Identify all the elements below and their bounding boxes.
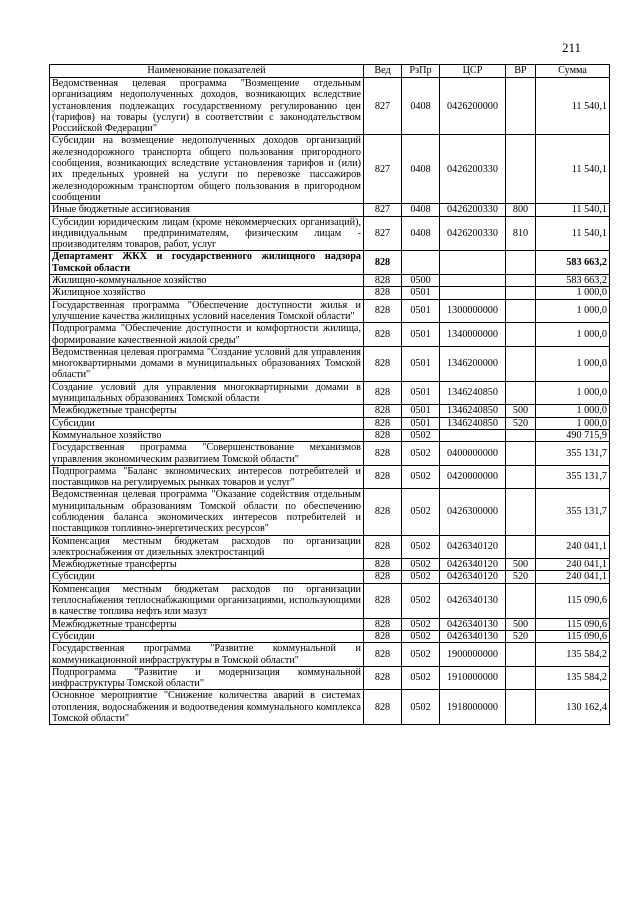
row-name: Ведомственная целевая программа "Возмещение отдельным организациям недополученных доходов, возникающих вследствие установления подлежащих государственному регулированию цен (тарифов) на товары (услуги) в соответствии с законодательством Российской Федерации" — [50, 78, 364, 135]
row-vr — [506, 251, 536, 275]
row-csr: 0426340130 — [440, 630, 506, 642]
row-rzpr: 0502 — [402, 583, 440, 618]
row-name: Межбюджетные трансферты — [50, 559, 364, 571]
table-row — [50, 559, 610, 571]
row-sum: 1 000,0 — [536, 405, 610, 417]
row-vr — [506, 381, 536, 405]
row-vr: 500 — [506, 618, 536, 630]
row-name: Основное мероприятие "Снижение количества аварий в системах отопления, водоснабжения и водоотведения коммунального комплекса Томской области" — [50, 690, 364, 725]
header-rzpr: РзПр — [402, 65, 440, 78]
table-row — [50, 78, 610, 135]
row-name: Межбюджетные трансферты — [50, 618, 364, 630]
table-row — [50, 381, 610, 405]
row-rzpr: 0501 — [402, 287, 440, 299]
row-rzpr: 0501 — [402, 405, 440, 417]
row-sum: 115 090,6 — [536, 630, 610, 642]
header-name: Наименование показателей — [50, 65, 364, 78]
row-name: Подпрограмма "Развитие и модернизация коммунальной инфраструктуры Томской области" — [50, 666, 364, 690]
row-name: Субсидии — [50, 630, 364, 642]
row-vr — [506, 275, 536, 287]
table-row — [50, 630, 610, 642]
row-vr — [506, 442, 536, 466]
row-ved: 828 — [364, 666, 402, 690]
row-csr: 0426340130 — [440, 618, 506, 630]
row-rzpr: 0502 — [402, 666, 440, 690]
row-ved: 828 — [364, 346, 402, 381]
row-ved: 828 — [364, 442, 402, 466]
table-body — [50, 78, 610, 725]
table-row — [50, 275, 610, 287]
row-sum: 135 584,2 — [536, 666, 610, 690]
row-sum: 11 540,1 — [536, 78, 610, 135]
row-rzpr: 0502 — [402, 690, 440, 725]
header-ved: Вед — [364, 65, 402, 78]
row-name: Субсидии юридическим лицам (кроме некоммерческих организаций), индивидуальным предпринимателям, физическим лицам - производителям товаров, работ, услуг — [50, 216, 364, 251]
row-csr: 1346240850 — [440, 381, 506, 405]
row-rzpr: 0501 — [402, 417, 440, 429]
row-sum: 240 041,1 — [536, 559, 610, 571]
table-row — [50, 323, 610, 347]
table-row — [50, 299, 610, 323]
row-name: Субсидии на возмещение недополученных доходов организаций железнодорожного транспорта общего пользования пригородного сообщения, возникающих вследствие установления тарифов и (или) их предельных уровней на услуги по перевозке пассажиров железнодорожным транспортом общего пользования в пригородном сообщении — [50, 135, 364, 204]
table-row — [50, 204, 610, 216]
row-csr: 0400000000 — [440, 442, 506, 466]
row-csr: 0426300000 — [440, 489, 506, 535]
table-row — [50, 489, 610, 535]
row-csr: 0426200330 — [440, 216, 506, 251]
row-vr — [506, 690, 536, 725]
table-row — [50, 583, 610, 618]
row-sum: 1 000,0 — [536, 299, 610, 323]
table-row — [50, 135, 610, 204]
row-csr — [440, 287, 506, 299]
row-sum: 240 041,1 — [536, 571, 610, 583]
row-csr: 0426200000 — [440, 78, 506, 135]
table-row — [50, 666, 610, 690]
header-sum: Сумма — [536, 65, 610, 78]
budget-table — [49, 64, 610, 725]
row-name: Государственная программа "Совершенствование механизмов управления экономическим развитием Томской области" — [50, 442, 364, 466]
row-csr — [440, 429, 506, 441]
row-vr — [506, 78, 536, 135]
row-csr: 0426200330 — [440, 204, 506, 216]
row-ved: 828 — [364, 417, 402, 429]
row-sum: 355 131,7 — [536, 465, 610, 489]
row-name: Компенсация местным бюджетам расходов по организации теплоснабжения теплоснабжающими организациями, использующими в качестве топлива нефть или мазут — [50, 583, 364, 618]
table-row — [50, 429, 610, 441]
row-sum: 115 090,6 — [536, 618, 610, 630]
row-sum: 1 000,0 — [536, 287, 610, 299]
row-rzpr: 0501 — [402, 299, 440, 323]
row-vr — [506, 287, 536, 299]
table-row — [50, 216, 610, 251]
row-vr: 520 — [506, 571, 536, 583]
row-name: Иные бюджетные ассигнования — [50, 204, 364, 216]
row-csr — [440, 251, 506, 275]
row-name: Создание условий для управления многоквартирными домами в муниципальных образованиях Томской области — [50, 381, 364, 405]
row-name: Ведомственная целевая программа "Оказание содействия отдельным муниципальным образованиям Томской области по обеспечению соблюдения баланса экономических интересов потребителей и поставщиков топливно-энергетических ресурсов" — [50, 489, 364, 535]
row-vr: 520 — [506, 417, 536, 429]
row-rzpr: 0408 — [402, 135, 440, 204]
row-ved: 828 — [364, 323, 402, 347]
row-vr — [506, 489, 536, 535]
row-ved: 828 — [364, 465, 402, 489]
row-vr — [506, 535, 536, 559]
row-name: Субсидии — [50, 417, 364, 429]
row-vr — [506, 666, 536, 690]
row-ved: 828 — [364, 429, 402, 441]
row-vr: 500 — [506, 559, 536, 571]
row-sum: 115 090,6 — [536, 583, 610, 618]
header-csr: ЦСР — [440, 65, 506, 78]
row-csr: 1346240850 — [440, 417, 506, 429]
row-sum: 583 663,2 — [536, 275, 610, 287]
row-ved: 827 — [364, 135, 402, 204]
row-vr — [506, 323, 536, 347]
row-csr: 1340000000 — [440, 323, 506, 347]
table-row — [50, 571, 610, 583]
row-vr — [506, 346, 536, 381]
row-ved: 828 — [364, 559, 402, 571]
row-ved: 828 — [364, 690, 402, 725]
row-rzpr — [402, 251, 440, 275]
row-vr: 810 — [506, 216, 536, 251]
row-name: Государственная программа "Обеспечение доступности жилья и улучшение качества жилищных условий населения Томской области" — [50, 299, 364, 323]
row-csr — [440, 275, 506, 287]
row-csr: 1900000000 — [440, 643, 506, 667]
row-sum: 130 162,4 — [536, 690, 610, 725]
row-ved: 828 — [364, 405, 402, 417]
row-ved: 828 — [364, 287, 402, 299]
row-vr: 500 — [506, 405, 536, 417]
row-ved: 828 — [364, 381, 402, 405]
row-ved: 828 — [364, 275, 402, 287]
row-sum: 1 000,0 — [536, 417, 610, 429]
row-name: Подпрограмма "Обеспечение доступности и комфортности жилища, формирование качественной жилой среды" — [50, 323, 364, 347]
row-rzpr: 0501 — [402, 381, 440, 405]
row-ved: 828 — [364, 251, 402, 275]
row-vr — [506, 583, 536, 618]
row-vr: 520 — [506, 630, 536, 642]
table-row — [50, 346, 610, 381]
row-sum: 240 041,1 — [536, 535, 610, 559]
row-vr — [506, 135, 536, 204]
row-csr: 1910000000 — [440, 666, 506, 690]
row-csr: 0426340120 — [440, 535, 506, 559]
table-row — [50, 251, 610, 275]
row-sum: 583 663,2 — [536, 251, 610, 275]
row-rzpr: 0408 — [402, 78, 440, 135]
table-row — [50, 535, 610, 559]
row-sum: 11 540,1 — [536, 216, 610, 251]
row-sum: 11 540,1 — [536, 204, 610, 216]
row-rzpr: 0501 — [402, 323, 440, 347]
table-row — [50, 417, 610, 429]
row-csr: 0426340130 — [440, 583, 506, 618]
table-row — [50, 287, 610, 299]
table-row — [50, 618, 610, 630]
row-ved: 828 — [364, 299, 402, 323]
row-sum: 1 000,0 — [536, 323, 610, 347]
row-name: Государственная программа "Развитие коммунальной и коммуникационной инфраструктуры в Томской области" — [50, 643, 364, 667]
row-sum: 11 540,1 — [536, 135, 610, 204]
row-rzpr: 0408 — [402, 204, 440, 216]
row-rzpr: 0501 — [402, 346, 440, 381]
row-csr: 0420000000 — [440, 465, 506, 489]
row-vr — [506, 299, 536, 323]
table-row — [50, 405, 610, 417]
row-ved: 827 — [364, 78, 402, 135]
row-vr: 800 — [506, 204, 536, 216]
row-name: Жилищное хозяйство — [50, 287, 364, 299]
row-csr: 1300000000 — [440, 299, 506, 323]
row-rzpr: 0502 — [402, 618, 440, 630]
row-ved: 828 — [364, 535, 402, 559]
row-vr — [506, 429, 536, 441]
row-name: Жилищно-коммунальное хозяйство — [50, 275, 364, 287]
row-rzpr: 0502 — [402, 442, 440, 466]
row-csr: 1346240850 — [440, 405, 506, 417]
page-number: 211 — [562, 40, 582, 55]
row-ved: 828 — [364, 583, 402, 618]
table-row — [50, 690, 610, 725]
table-header-row — [50, 65, 610, 78]
row-csr: 0426340120 — [440, 559, 506, 571]
header-vr: ВР — [506, 65, 536, 78]
row-rzpr: 0502 — [402, 535, 440, 559]
table-row — [50, 442, 610, 466]
row-sum: 1 000,0 — [536, 381, 610, 405]
row-csr: 1346200000 — [440, 346, 506, 381]
row-csr: 0426200330 — [440, 135, 506, 204]
row-rzpr: 0502 — [402, 643, 440, 667]
row-vr — [506, 465, 536, 489]
row-ved: 828 — [364, 489, 402, 535]
row-name: Субсидии — [50, 571, 364, 583]
row-rzpr: 0502 — [402, 630, 440, 642]
row-ved: 828 — [364, 618, 402, 630]
row-name: Подпрограмма "Баланс экономических интересов потребителей и поставщиков на регулируемых рынках товаров и услуг" — [50, 465, 364, 489]
table-row — [50, 465, 610, 489]
row-ved: 828 — [364, 571, 402, 583]
row-ved: 827 — [364, 216, 402, 251]
row-name: Ведомственная целевая программа "Создание условий для управления многоквартирными домами в муниципальных образованиях Томской области" — [50, 346, 364, 381]
row-rzpr: 0502 — [402, 489, 440, 535]
row-ved: 827 — [364, 204, 402, 216]
table-row — [50, 643, 610, 667]
row-sum: 355 131,7 — [536, 489, 610, 535]
row-rzpr: 0408 — [402, 216, 440, 251]
row-sum: 490 715,9 — [536, 429, 610, 441]
row-rzpr: 0502 — [402, 429, 440, 441]
row-csr: 0426340120 — [440, 571, 506, 583]
row-ved: 828 — [364, 643, 402, 667]
row-name: Коммунальное хозяйство — [50, 429, 364, 441]
row-name: Департамент ЖКХ и государственного жилищного надзора Томской области — [50, 251, 364, 275]
row-rzpr: 0502 — [402, 465, 440, 489]
row-ved: 828 — [364, 630, 402, 642]
row-rzpr: 0502 — [402, 571, 440, 583]
row-vr — [506, 643, 536, 667]
row-sum: 1 000,0 — [536, 346, 610, 381]
row-csr: 1918000000 — [440, 690, 506, 725]
row-sum: 135 584,2 — [536, 643, 610, 667]
row-name: Межбюджетные трансферты — [50, 405, 364, 417]
row-name: Компенсация местным бюджетам расходов по организации электроснабжения от дизельных электростанций — [50, 535, 364, 559]
row-rzpr: 0500 — [402, 275, 440, 287]
row-sum: 355 131,7 — [536, 442, 610, 466]
row-rzpr: 0502 — [402, 559, 440, 571]
